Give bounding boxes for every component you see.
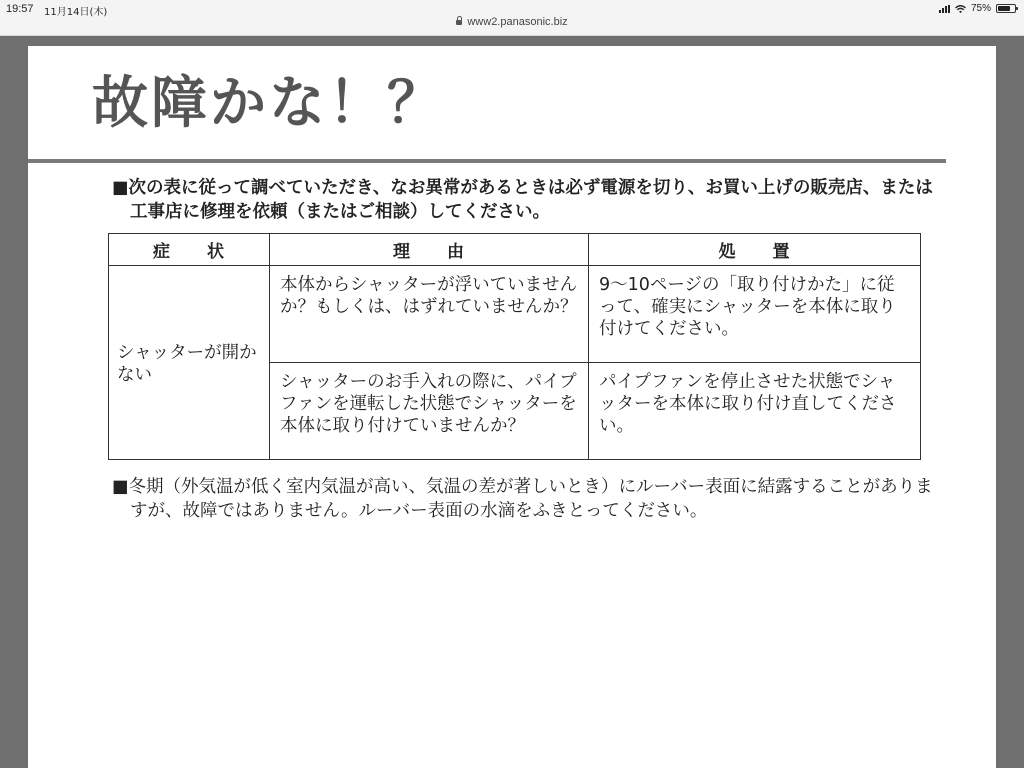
- wifi-icon: [955, 5, 966, 13]
- condensation-note: ■冬期（外気温が低く室内気温が高い、気温の差が著しいとき）にルーバー表面に結露することがありますが、故障ではありません。ルーバー表面の水滴をふきとってください。: [112, 477, 933, 521]
- table-row: [109, 266, 921, 363]
- battery-fill: [998, 6, 1010, 11]
- cellular-signal-icon: [939, 5, 950, 13]
- status-indicators: [939, 3, 1016, 14]
- title-divider: [28, 159, 946, 163]
- address-bar[interactable]: [0, 16, 1024, 28]
- url-text[interactable]: www2.panasonic.biz: [467, 16, 568, 28]
- intro-note: ■次の表に従って調べていただき、なお異常があるときは必ず電源を切り、お買い上げの販売店、または工事店に修理を依頼（またはご相談）してください。: [112, 178, 933, 222]
- status-bar: [0, 0, 1024, 36]
- troubleshooting-table: [108, 233, 921, 460]
- header-action: 処 置: [589, 234, 921, 266]
- status-time: 19:57: [6, 3, 34, 15]
- table-header-row: [109, 234, 921, 266]
- reason-cell: 本体からシャッターが浮いていませんか？もしくは、はずれていませんか？: [270, 266, 589, 363]
- status-date: 11月14日(木): [44, 7, 108, 18]
- header-reason: 理 由: [270, 234, 589, 266]
- action-cell: パイプファンを停止させた状態でシャッターを本体に取り付け直してください。: [589, 363, 921, 460]
- header-symptom: 症 状: [109, 234, 270, 266]
- battery-percentage: 75%: [970, 3, 991, 14]
- symptom-cell: シャッターが開かない: [109, 266, 270, 460]
- battery-icon: [996, 4, 1016, 13]
- page-title: 故障かな！？: [92, 71, 446, 136]
- action-cell: 9〜10ページの「取り付けかた」に従って、確実にシャッターを本体に取り付けてください。: [589, 266, 921, 363]
- document-page: [28, 46, 996, 768]
- reason-cell: シャッターのお手入れの際に、パイプファンを運転した状態でシャッターを本体に取り付けていませんか？: [270, 363, 589, 460]
- lock-icon: [456, 20, 462, 25]
